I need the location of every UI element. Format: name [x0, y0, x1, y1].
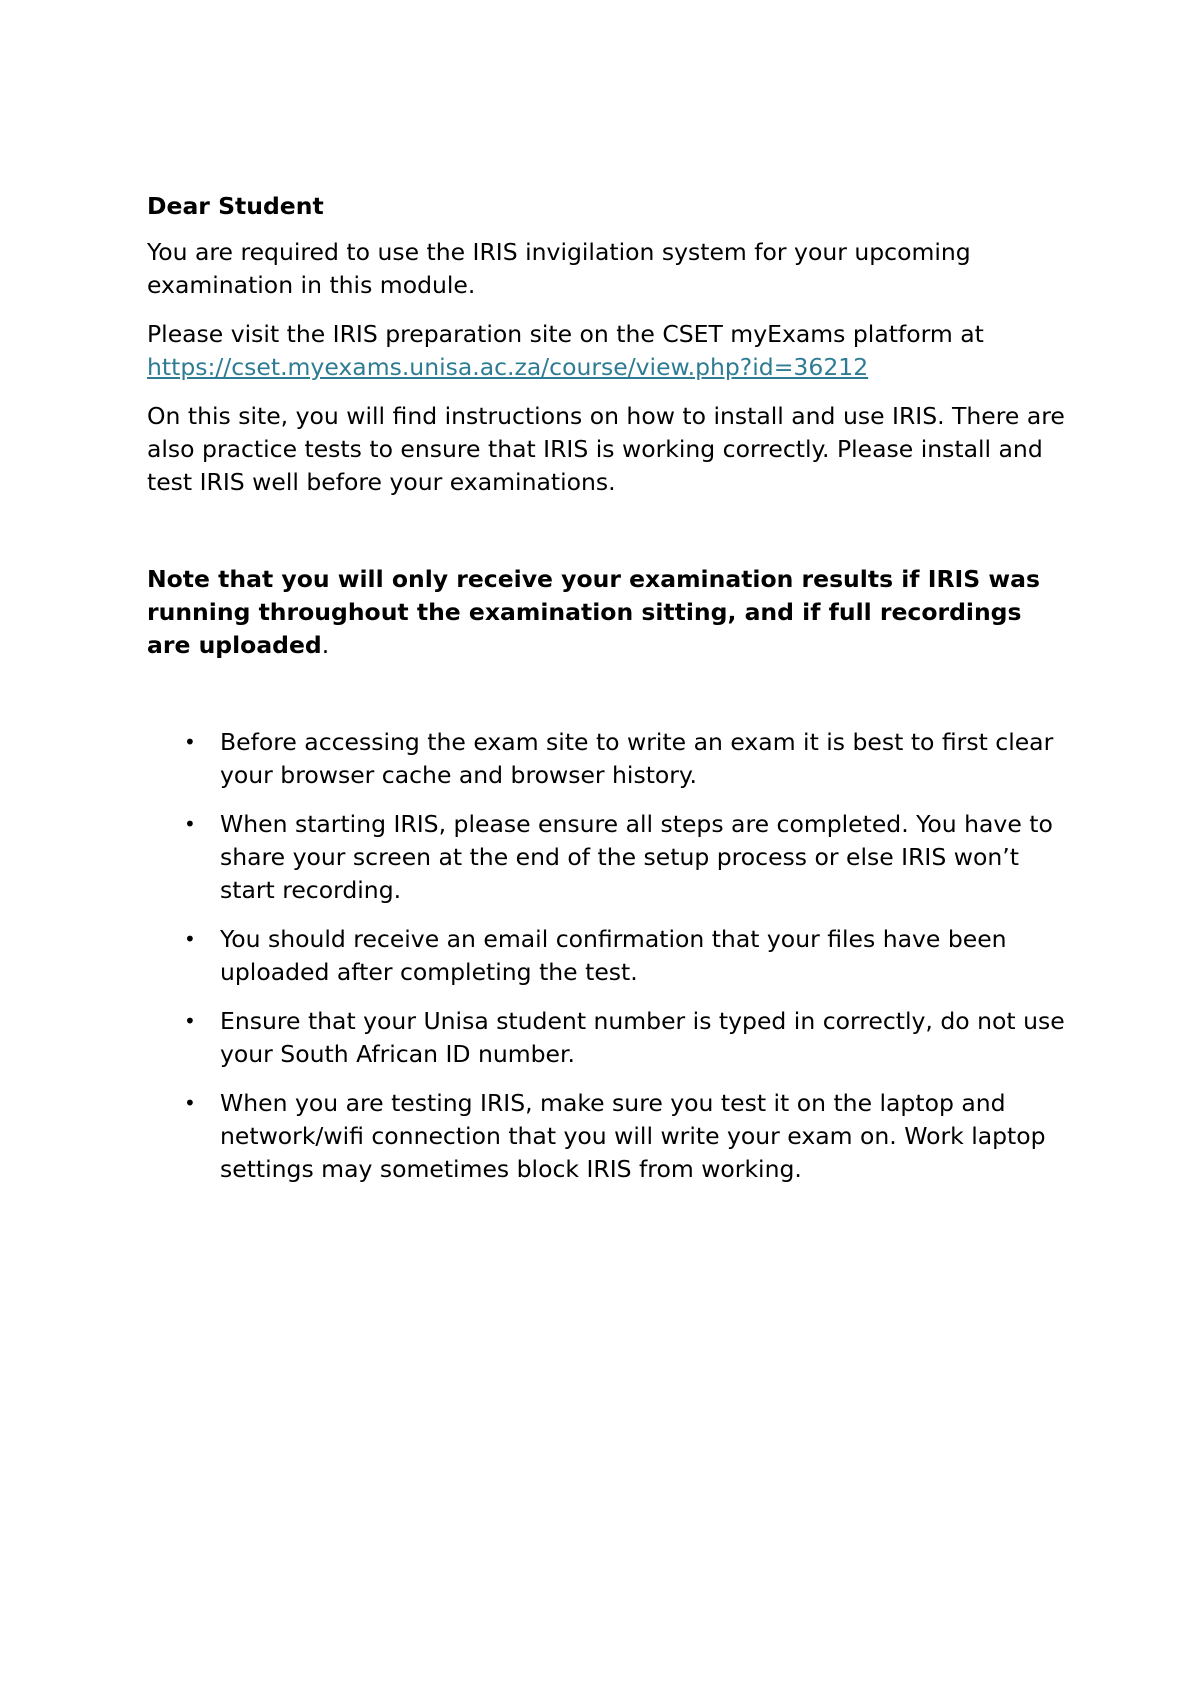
list-item — [147, 808, 1067, 907]
letter-body — [147, 190, 1067, 1202]
list-item — [147, 1087, 1067, 1186]
results-note-bold: Note that you will only receive your examination results if IRIS was running throughout the examination sitting, and if full recordings are uploaded — [147, 565, 1040, 659]
greeting-heading: Dear Student — [147, 192, 324, 220]
bullet-icon: • — [184, 812, 196, 836]
list-item — [147, 726, 1067, 792]
list-item-text: When you are testing IRIS, make sure you test it on the laptop and network/wifi connection that you will write your exam on. Work laptop settings may sometimes block IRIS from working. — [220, 1089, 1046, 1183]
bullet-icon: • — [184, 1009, 196, 1033]
bullet-icon: • — [184, 927, 196, 951]
list-item — [147, 923, 1067, 989]
visit-prefix-text: Please visit the IRIS preparation site on the CSET myExams platform at — [147, 320, 984, 348]
list-item-text: Before accessing the exam site to write an exam it is best to first clear your browser cache and browser history. — [220, 728, 1054, 789]
results-note-period: . — [321, 631, 330, 659]
myexams-link[interactable]: https://cset.myexams.unisa.ac.za/course/view.php?id=36212 — [147, 353, 869, 381]
instructions-list — [147, 726, 1067, 1186]
list-item-text: You should receive an email confirmation that your files have been uploaded after completing the test. — [220, 925, 1007, 986]
intro-paragraph: You are required to use the IRIS invigilation system for your upcoming examination in this module. — [147, 238, 971, 299]
bullet-icon: • — [184, 1091, 196, 1115]
visit-paragraph — [147, 318, 1067, 384]
site-info-paragraph: On this site, you will find instructions on how to install and use IRIS. There are also practice tests to ensure that IRIS is working correctly. Please install and test IRIS well before your examinations. — [147, 402, 1065, 496]
list-item — [147, 1005, 1067, 1071]
bullet-icon: • — [184, 730, 196, 754]
results-note — [147, 563, 1067, 662]
list-item-text: When starting IRIS, please ensure all steps are completed. You have to share your screen at the end of the setup process or else IRIS won’t start recording. — [220, 810, 1053, 904]
list-item-text: Ensure that your Unisa student number is typed in correctly, do not use your South African ID number. — [220, 1007, 1065, 1068]
